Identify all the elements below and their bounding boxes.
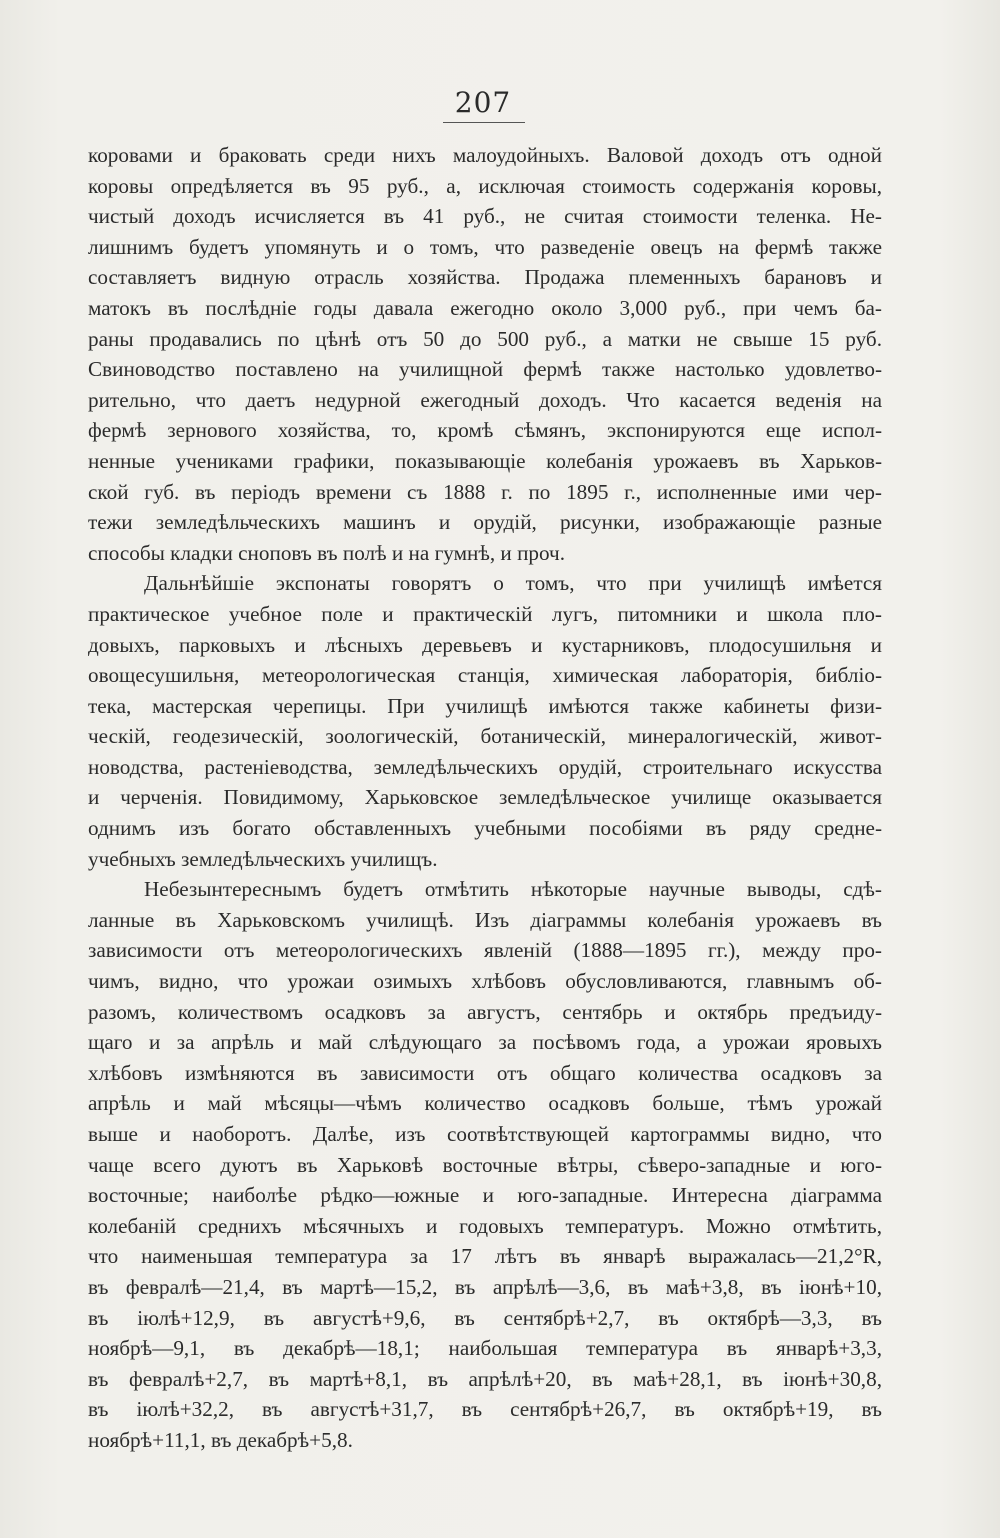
text-line: ноябрѣ—9,1, въ декабрѣ—18,1; наибольшая температура въ январѣ+3,3,	[88, 1336, 882, 1361]
text-line: рительно, что даетъ недурной ежегодный доходъ. Что касается веденія на	[88, 387, 882, 412]
text-line: новодства, растеніеводства, земледѣльческихъ орудій, строительнаго искусства	[88, 754, 882, 779]
text-line: довыхъ, парковыхъ и лѣсныхъ деревьевъ и кустарниковъ, плодосушильня и	[88, 632, 882, 657]
text-line: Небезынтереснымъ будетъ отмѣтить нѣкоторые научные выводы, сдѣ-	[144, 877, 882, 902]
text-line: чимъ, видно, что урожаи озимыхъ хлѣбовъ обусловливаются, главнымъ об-	[88, 969, 882, 994]
page-number: 207	[454, 86, 512, 119]
text-line: ческій, геодезическій, зоологическій, ботаническій, минералогическій, живот-	[88, 724, 882, 749]
text-line: разомъ, количествомъ осадковъ за августъ, сентябрь и октябрь предъиду-	[88, 999, 882, 1024]
text-line: коровы опредѣляется въ 95 руб., а, исключая стоимость содержанія коровы,	[88, 173, 882, 198]
text-line: и черченія. Повидимому, Харьковское земледѣльческое училище оказывается	[88, 785, 882, 810]
paragraph	[88, 874, 882, 1455]
paragraph	[88, 140, 882, 568]
text-line: составляетъ видную отрасль хозяйства. Продажа племенныхъ барановъ и	[88, 265, 882, 290]
text-line: чаще всего дуютъ въ Харьковѣ восточные вѣтры, сѣверо-западные и юго-	[88, 1152, 882, 1177]
text-line: апрѣль и май мѣсяцы—чѣмъ количество осадковъ больше, тѣмъ урожай	[88, 1091, 882, 1116]
text-line: чистый доходъ исчисляется въ 41 руб., не считая стоимости теленка. Не-	[88, 204, 882, 229]
text-line: Дальнѣйшіе экспонаты говорятъ о томъ, что при училищѣ имѣется	[144, 571, 882, 596]
text-line: ноябрѣ+11,1, въ декабрѣ+5,8.	[88, 1427, 353, 1452]
text-line: тека, мастерская черепицы. При училищѣ имѣются также кабинеты физи-	[88, 693, 882, 718]
text-line: раны продавались по цѣнѣ отъ 50 до 500 руб., а матки не свыше 15 руб.	[88, 326, 882, 351]
text-line: щаго и за апрѣль и май слѣдующаго за посѣвомъ года, а урожаи яровыхъ	[88, 1030, 882, 1055]
paragraph	[88, 568, 882, 874]
text-line: хлѣбовъ измѣняются въ зависимости отъ общаго количества осадковъ за	[88, 1060, 882, 1085]
text-line: овощесушильня, метеорологическая станція, химическая лабораторія, библіо-	[88, 663, 882, 688]
text-line: однимъ изъ богато обставленныхъ учебными пособіями въ ряду средне-	[88, 816, 882, 841]
body-text	[88, 140, 882, 1456]
text-line: въ іюлѣ+12,9, въ августѣ+9,6, въ сентябрѣ+2,7, въ октябрѣ—3,3, въ	[88, 1305, 882, 1330]
text-line: коровами и браковать среди нихъ малоудойныхъ. Валовой доходъ отъ одной	[88, 143, 882, 167]
text-line: способы кладки сноповъ въ полѣ и на гумнѣ, и проч.	[88, 540, 565, 565]
text-line: ланные въ Харьковскомъ училищѣ. Изъ діаграммы колебанія урожаевъ въ	[88, 907, 882, 932]
text-line: въ февралѣ—21,4, въ мартѣ—15,2, въ апрѣлѣ—3,6, въ маѣ+3,8, въ іюнѣ+10,	[88, 1274, 882, 1299]
text-line: колебаній среднихъ мѣсячныхъ и годовыхъ температуръ. Можно отмѣтить,	[88, 1213, 882, 1238]
text-line: въ февралѣ+2,7, въ мартѣ+8,1, въ апрѣлѣ+20, въ маѣ+28,1, въ іюнѣ+30,8,	[88, 1366, 882, 1391]
text-line: Свиноводство поставлено на училищной фермѣ также настолько удовлетво-	[88, 357, 882, 382]
text-line: матокъ въ послѣдніе годы давала ежегодно около 3,000 руб., при чемъ ба-	[88, 295, 882, 320]
text-line: зависимости отъ метеорологическихъ явленій (1888—1895 гг.), между про-	[88, 938, 882, 963]
page-number-rule	[443, 122, 525, 123]
text-line: учебныхъ земледѣльческихъ училищъ.	[88, 846, 438, 871]
text-line: въ іюлѣ+32,2, въ августѣ+31,7, въ сентябрѣ+26,7, въ октябрѣ+19, въ	[88, 1397, 882, 1422]
text-line: практическое учебное поле и практическій лугъ, питомники и школа пло-	[88, 601, 882, 626]
text-line: лишнимъ будетъ упомянуть и о томъ, что разведеніе овецъ на фермѣ также	[88, 234, 882, 259]
text-line: тежи земледѣльческихъ машинъ и орудій, рисунки, изображающіе разные	[88, 510, 882, 535]
text-line: что наименьшая температура за 17 лѣтъ въ январѣ выражалась—21,2°R,	[88, 1244, 882, 1269]
text-line: ской губ. въ періодъ времени съ 1888 г. по 1895 г., исполненные ими чер-	[88, 479, 882, 504]
text-line: фермѣ зернового хозяйства, то, кромѣ сѣмянъ, экспонируются еще испол-	[88, 418, 882, 443]
text-line: ненные учениками графики, показывающіе колебанія урожаевъ въ Харьков-	[88, 448, 882, 473]
text-line: выше и наоборотъ. Далѣе, изъ соотвѣтствующей картограммы видно, что	[88, 1122, 882, 1146]
text-line: восточные; наиболѣе рѣдко—южные и юго-западные. Интересна діаграмма	[88, 1183, 882, 1208]
